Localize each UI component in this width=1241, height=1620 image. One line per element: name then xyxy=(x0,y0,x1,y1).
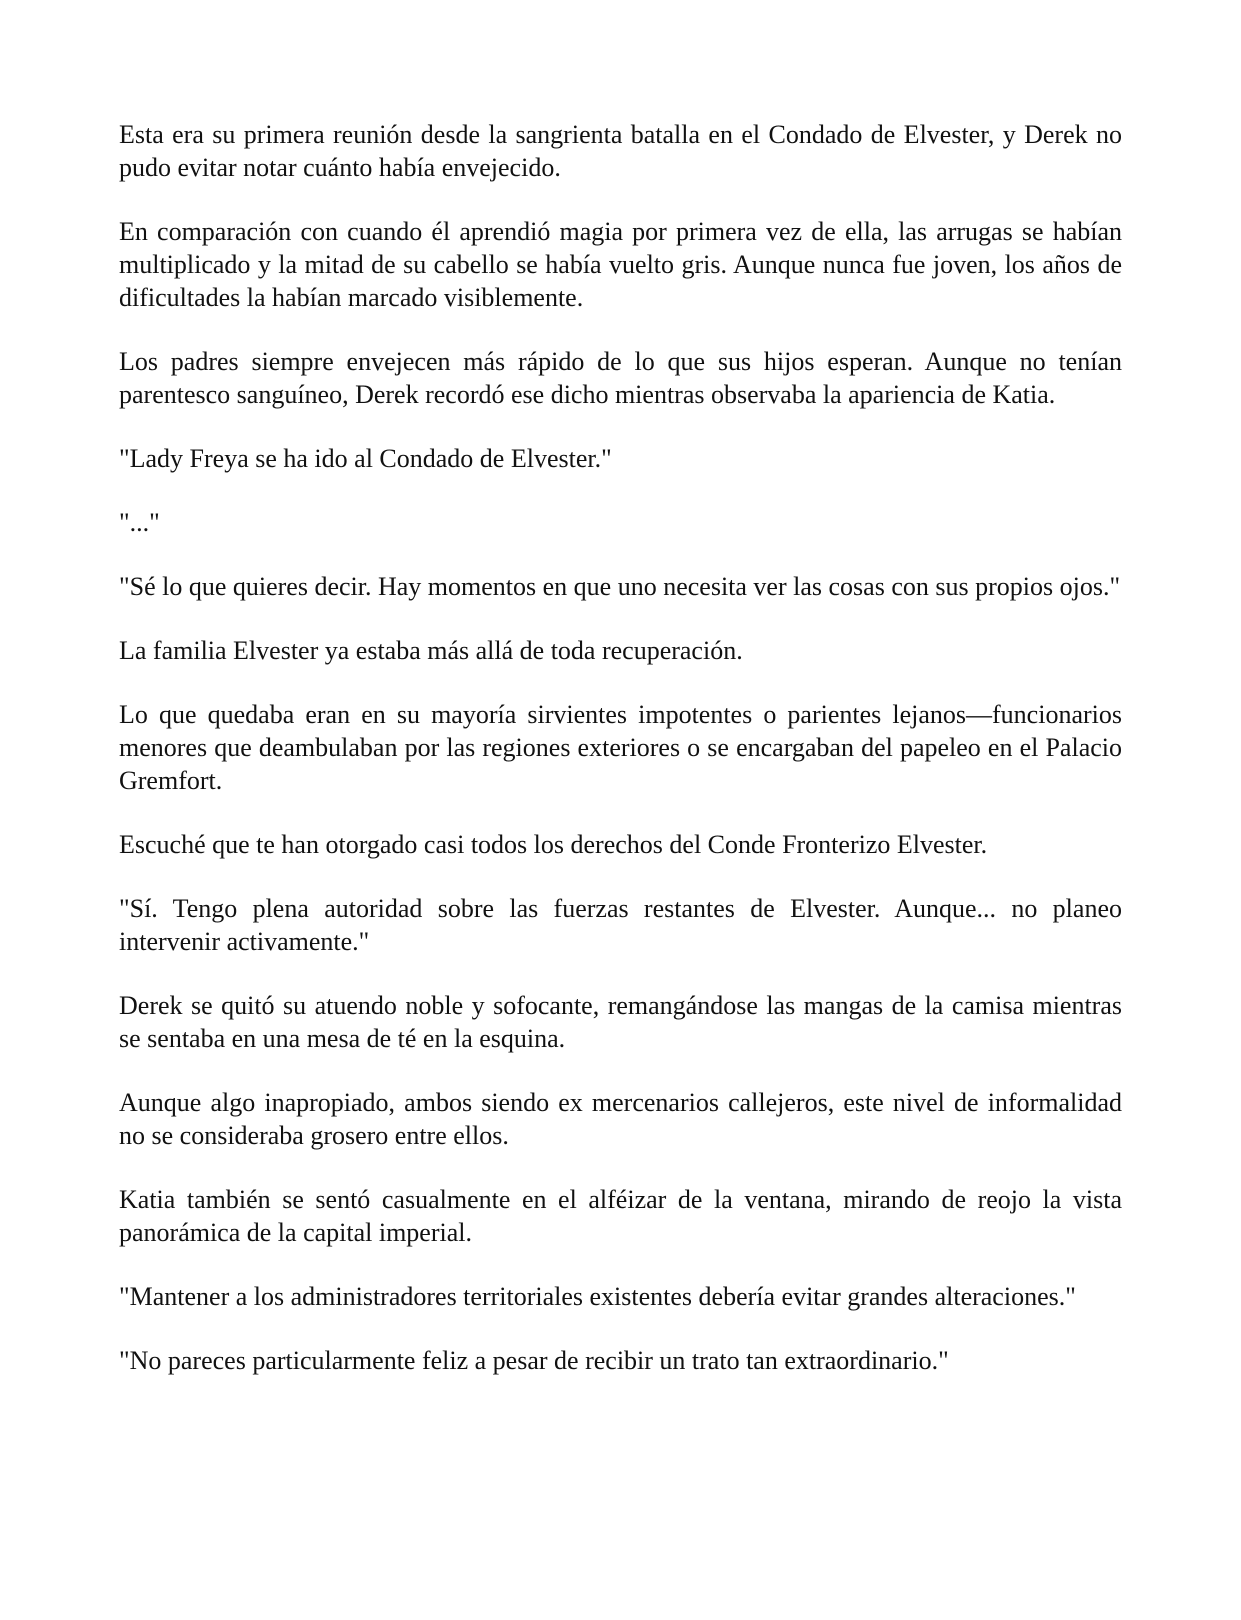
paragraph-6: "Sé lo que quieres decir. Hay momentos en que uno necesita ver las cosas con sus propios ojos." xyxy=(119,572,1121,601)
paragraph-2: En comparación con cuando él aprendió magia por primera vez de ella, las arrugas se habían multiplicado y la mitad de su cabello se había vuelto gris. Aunque nunca fue joven, los años de dificultades la habían marcado visiblemente. xyxy=(119,217,1122,312)
paragraph-15: "No pareces particularmente feliz a pesar de recibir un trato tan extraordinario." xyxy=(119,1346,949,1375)
paragraph-12: Aunque algo inapropiado, ambos siendo ex mercenarios callejeros, este nivel de informalidad no se consideraba grosero entre ellos. xyxy=(119,1088,1122,1150)
paragraph-1: Esta era su primera reunión desde la sangrienta batalla en el Condado de Elvester, y Derek no pudo evitar notar cuánto había envejecido. xyxy=(119,120,1122,182)
paragraph-4: "Lady Freya se ha ido al Condado de Elvester." xyxy=(119,444,612,473)
paragraph-5: "..." xyxy=(119,508,160,537)
paragraph-14: "Mantener a los administradores territoriales existentes debería evitar grandes alteraciones." xyxy=(119,1282,1076,1311)
paragraph-11: Derek se quitó su atuendo noble y sofocante, remangándose las mangas de la camisa mientras se sentaba en una mesa de té en la esquina. xyxy=(119,991,1122,1053)
paragraph-8: Lo que quedaba eran en su mayoría sirvientes impotentes o parientes lejanos—funcionarios menores que deambulaban por las regiones exteriores o se encargaban del papeleo en el Palacio Gremfort. xyxy=(119,700,1122,795)
paragraph-10: "Sí. Tengo plena autoridad sobre las fuerzas restantes de Elvester. Aunque... no planeo intervenir activamente." xyxy=(119,894,1122,956)
paragraph-7: La familia Elvester ya estaba más allá de toda recuperación. xyxy=(119,636,743,665)
paragraph-9: Escuché que te han otorgado casi todos los derechos del Conde Fronterizo Elvester. xyxy=(119,830,988,859)
paragraph-3: Los padres siempre envejecen más rápido de lo que sus hijos esperan. Aunque no tenían parentesco sanguíneo, Derek recordó ese dicho mientras observaba la apariencia de Katia. xyxy=(119,347,1122,409)
paragraph-13: Katia también se sentó casualmente en el alféizar de la ventana, mirando de reojo la vista panorámica de la capital imperial. xyxy=(119,1185,1122,1247)
document-page xyxy=(119,118,1122,1377)
